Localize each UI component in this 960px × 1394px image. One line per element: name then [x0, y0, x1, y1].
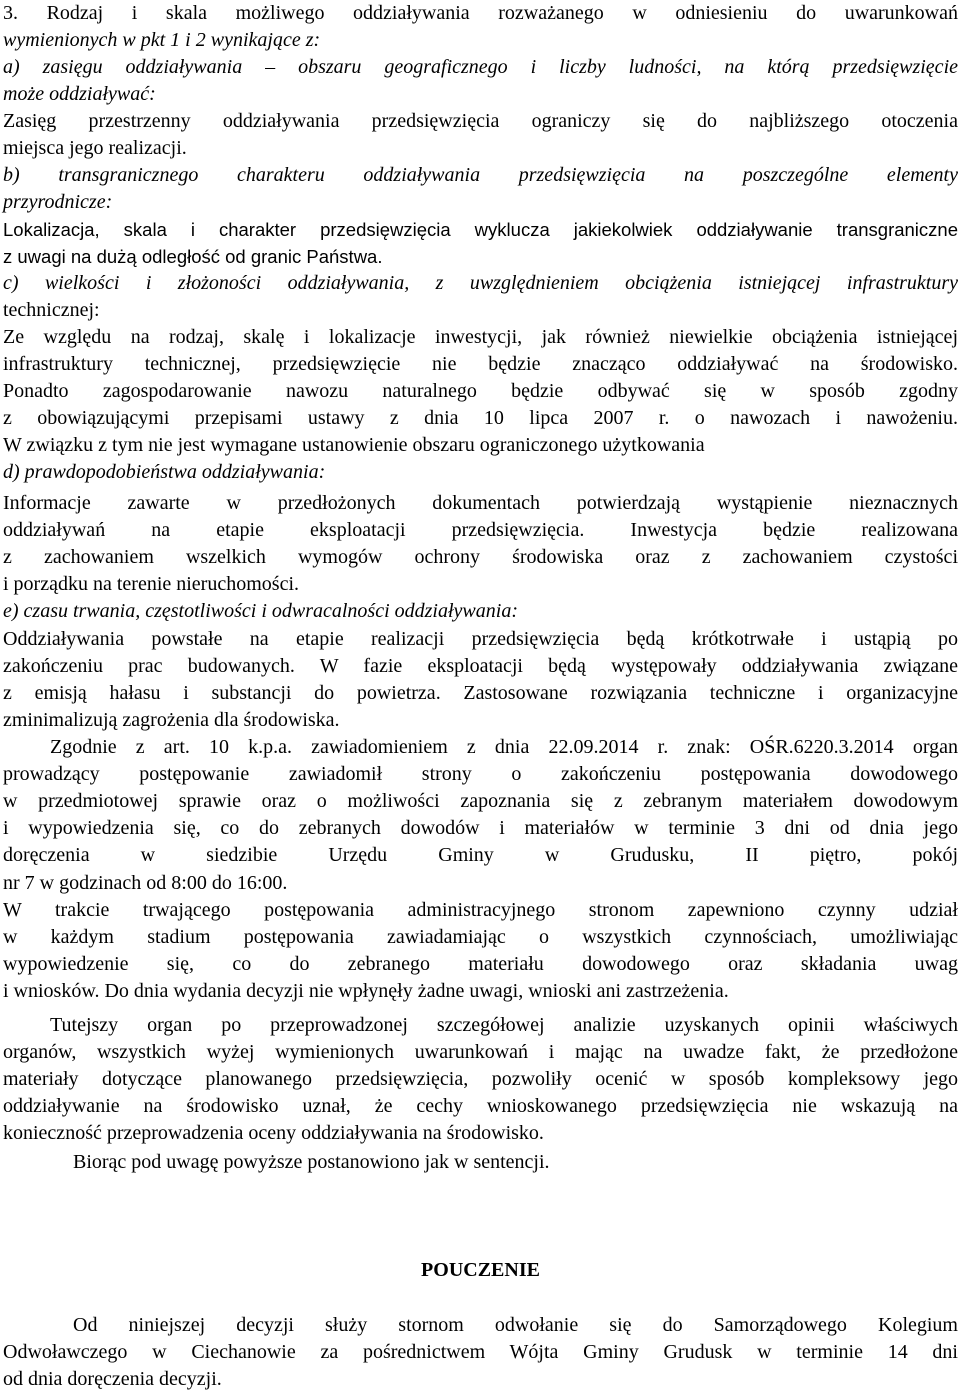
- text-line: W trakcie trwającego postępowania administracyjnego stronom zapewniono czynny udział: [3, 899, 958, 921]
- text-line: wypowiedzenie się, co do zebranego materiału dowodowego oraz składania uwag: [3, 953, 958, 975]
- text-line: prowadzący postępowanie zawiadomił strony o zakończeniu postępowania dowodowego: [3, 763, 958, 785]
- text-line: Informacje zawarte w przedłożonych dokumentach potwierdzają wystąpienie nieznacznych: [3, 492, 958, 514]
- text-line: od dnia doręczenia decyzji.: [3, 1368, 222, 1390]
- section-heading: POUCZENIE: [421, 1259, 540, 1281]
- text-line: może oddziaływać:: [3, 83, 156, 105]
- text-line: z obowiązującymi przepisami ustawy z dnia 10 lipca 2007 r. o nawozach i nawożeniu.: [3, 407, 958, 429]
- text-line: Odwoławczego w Ciechanowie za pośrednictwem Wójta Gminy Grudusk w terminie 14 dni: [3, 1341, 958, 1363]
- text-line: d) prawdopodobieństwa oddziaływania:: [3, 461, 326, 483]
- text-line: Lokalizacja, skala i charakter przedsięwzięcia wyklucza jakiekolwiek oddziaływanie transgraniczne: [3, 219, 958, 240]
- text-line: w przedmiotowej sprawie oraz o możliwości zapoznania się z zebranym materiałem dowodowym: [3, 790, 958, 812]
- text-line: Tutejszy organ po przeprowadzonej szczegółowej analizie uzyskanych opinii właściwych: [50, 1014, 958, 1036]
- text-line: Ponadto zagospodarowanie nawozu naturalnego będzie odbywać się w sposób zgodny: [3, 380, 958, 402]
- text-line: infrastruktury technicznej, przedsięwzięcie nie będzie znacząco oddziaływać na środowisko.: [3, 353, 958, 375]
- text-line: Ze względu na rodzaj, skalę i lokalizacje inwestycji, jak również niewielkie obciążenia istniejącej: [3, 326, 958, 348]
- text-line: nr 7 w godzinach od 8:00 do 16:00.: [3, 872, 288, 894]
- text-line: materiały dotyczące planowanego przedsięwzięcia, pozwoliły ocenić w sposób kompleksowy jego: [3, 1068, 958, 1090]
- text-line: miejsca jego realizacji.: [3, 137, 187, 159]
- text-line: e) czasu trwania, częstotliwości i odwracalności oddziaływania:: [3, 600, 518, 622]
- text-line: z zachowaniem wszelkich wymogów ochrony środowiska oraz z zachowaniem czystości: [3, 546, 958, 568]
- text-line: konieczność przeprowadzenia oceny oddziaływania na środowisko.: [3, 1122, 544, 1144]
- text-line: z uwagi na dużą odległość od granic Państwa.: [3, 246, 383, 267]
- text-line: Zgodnie z art. 10 k.p.a. zawiadomieniem z dnia 22.09.2014 r. znak: OŚR.6220.3.2014 organ: [50, 736, 958, 758]
- text-line: oddziaływań na etapie eksploatacji przedsięwzięcia. Inwestycja będzie realizowana: [3, 519, 958, 541]
- text-line: 3. Rodzaj i skala możliwego oddziaływania rozważanego w odniesieniu do uwarunkowań: [3, 2, 958, 24]
- text-line: c) wielkości i złożoności oddziaływania, z uwzględnieniem obciążenia istniejącej infrastruktury: [3, 272, 958, 294]
- text-line: organów, wszystkich wyżej wymienionych uwarunkowań i mając na uwadze fakt, że przedłożone: [3, 1041, 958, 1063]
- text-line: technicznej:: [3, 299, 100, 321]
- text-line: i wniosków. Do dnia wydania decyzji nie wpłynęły żadne uwagi, wnioski ani zastrzeżenia.: [3, 980, 729, 1002]
- text-line: doręczenia w siedzibie Urzędu Gminy w Grudusku, II piętro, pokój: [3, 844, 958, 866]
- text-line: W związku z tym nie jest wymagane ustanowienie obszaru ograniczonego użytkowania: [3, 434, 705, 456]
- text-line: z emisją hałasu i substancji do powietrza. Zastosowane rozwiązania techniczne i organizacyjne: [3, 682, 958, 704]
- text-line: w każdym stadium postępowania zawiadamiając o wszystkich czynnościach, umożliwiając: [3, 926, 958, 948]
- text-line: zakończeniu prac budowanych. W fazie eksploatacji będą występowały oddziaływania związane: [3, 655, 958, 677]
- text-line: i porządku na terenie nieruchomości.: [3, 573, 299, 595]
- text-line: zminimalizują zagrożenia dla środowiska.: [3, 709, 340, 731]
- text-line: b) transgranicznego charakteru oddziaływania przedsięwzięcia na poszczególne elementy: [3, 164, 958, 186]
- text-line: Od niniejszej decyzji służy stornom odwołanie się do Samorządowego Kolegium: [73, 1314, 958, 1336]
- text-line: Biorąc pod uwagę powyższe postanowiono jak w sentencji.: [73, 1151, 550, 1173]
- text-line: Oddziaływania powstałe na etapie realizacji przedsięwzięcia będą krótkotrwałe i ustąpią po: [3, 628, 958, 650]
- text-line: i wypowiedzenia się, co do zebranych dowodów i materiałów w terminie 3 dni od dnia jego: [3, 817, 958, 839]
- text-line: oddziaływanie na środowisko uznał, że cechy wnioskowanego przedsięwzięcia nie wskazują na: [3, 1095, 958, 1117]
- text-line: wymienionych w pkt 1 i 2 wynikające z:: [3, 29, 321, 51]
- text-line: przyrodnicze:: [3, 191, 113, 213]
- text-line: Zasięg przestrzenny oddziaływania przedsięwzięcia ograniczy się do najbliższego otoczenia: [3, 110, 958, 132]
- text-line: a) zasięgu oddziaływania – obszaru geograficznego i liczby ludności, na którą przedsięwzięcie: [3, 56, 958, 78]
